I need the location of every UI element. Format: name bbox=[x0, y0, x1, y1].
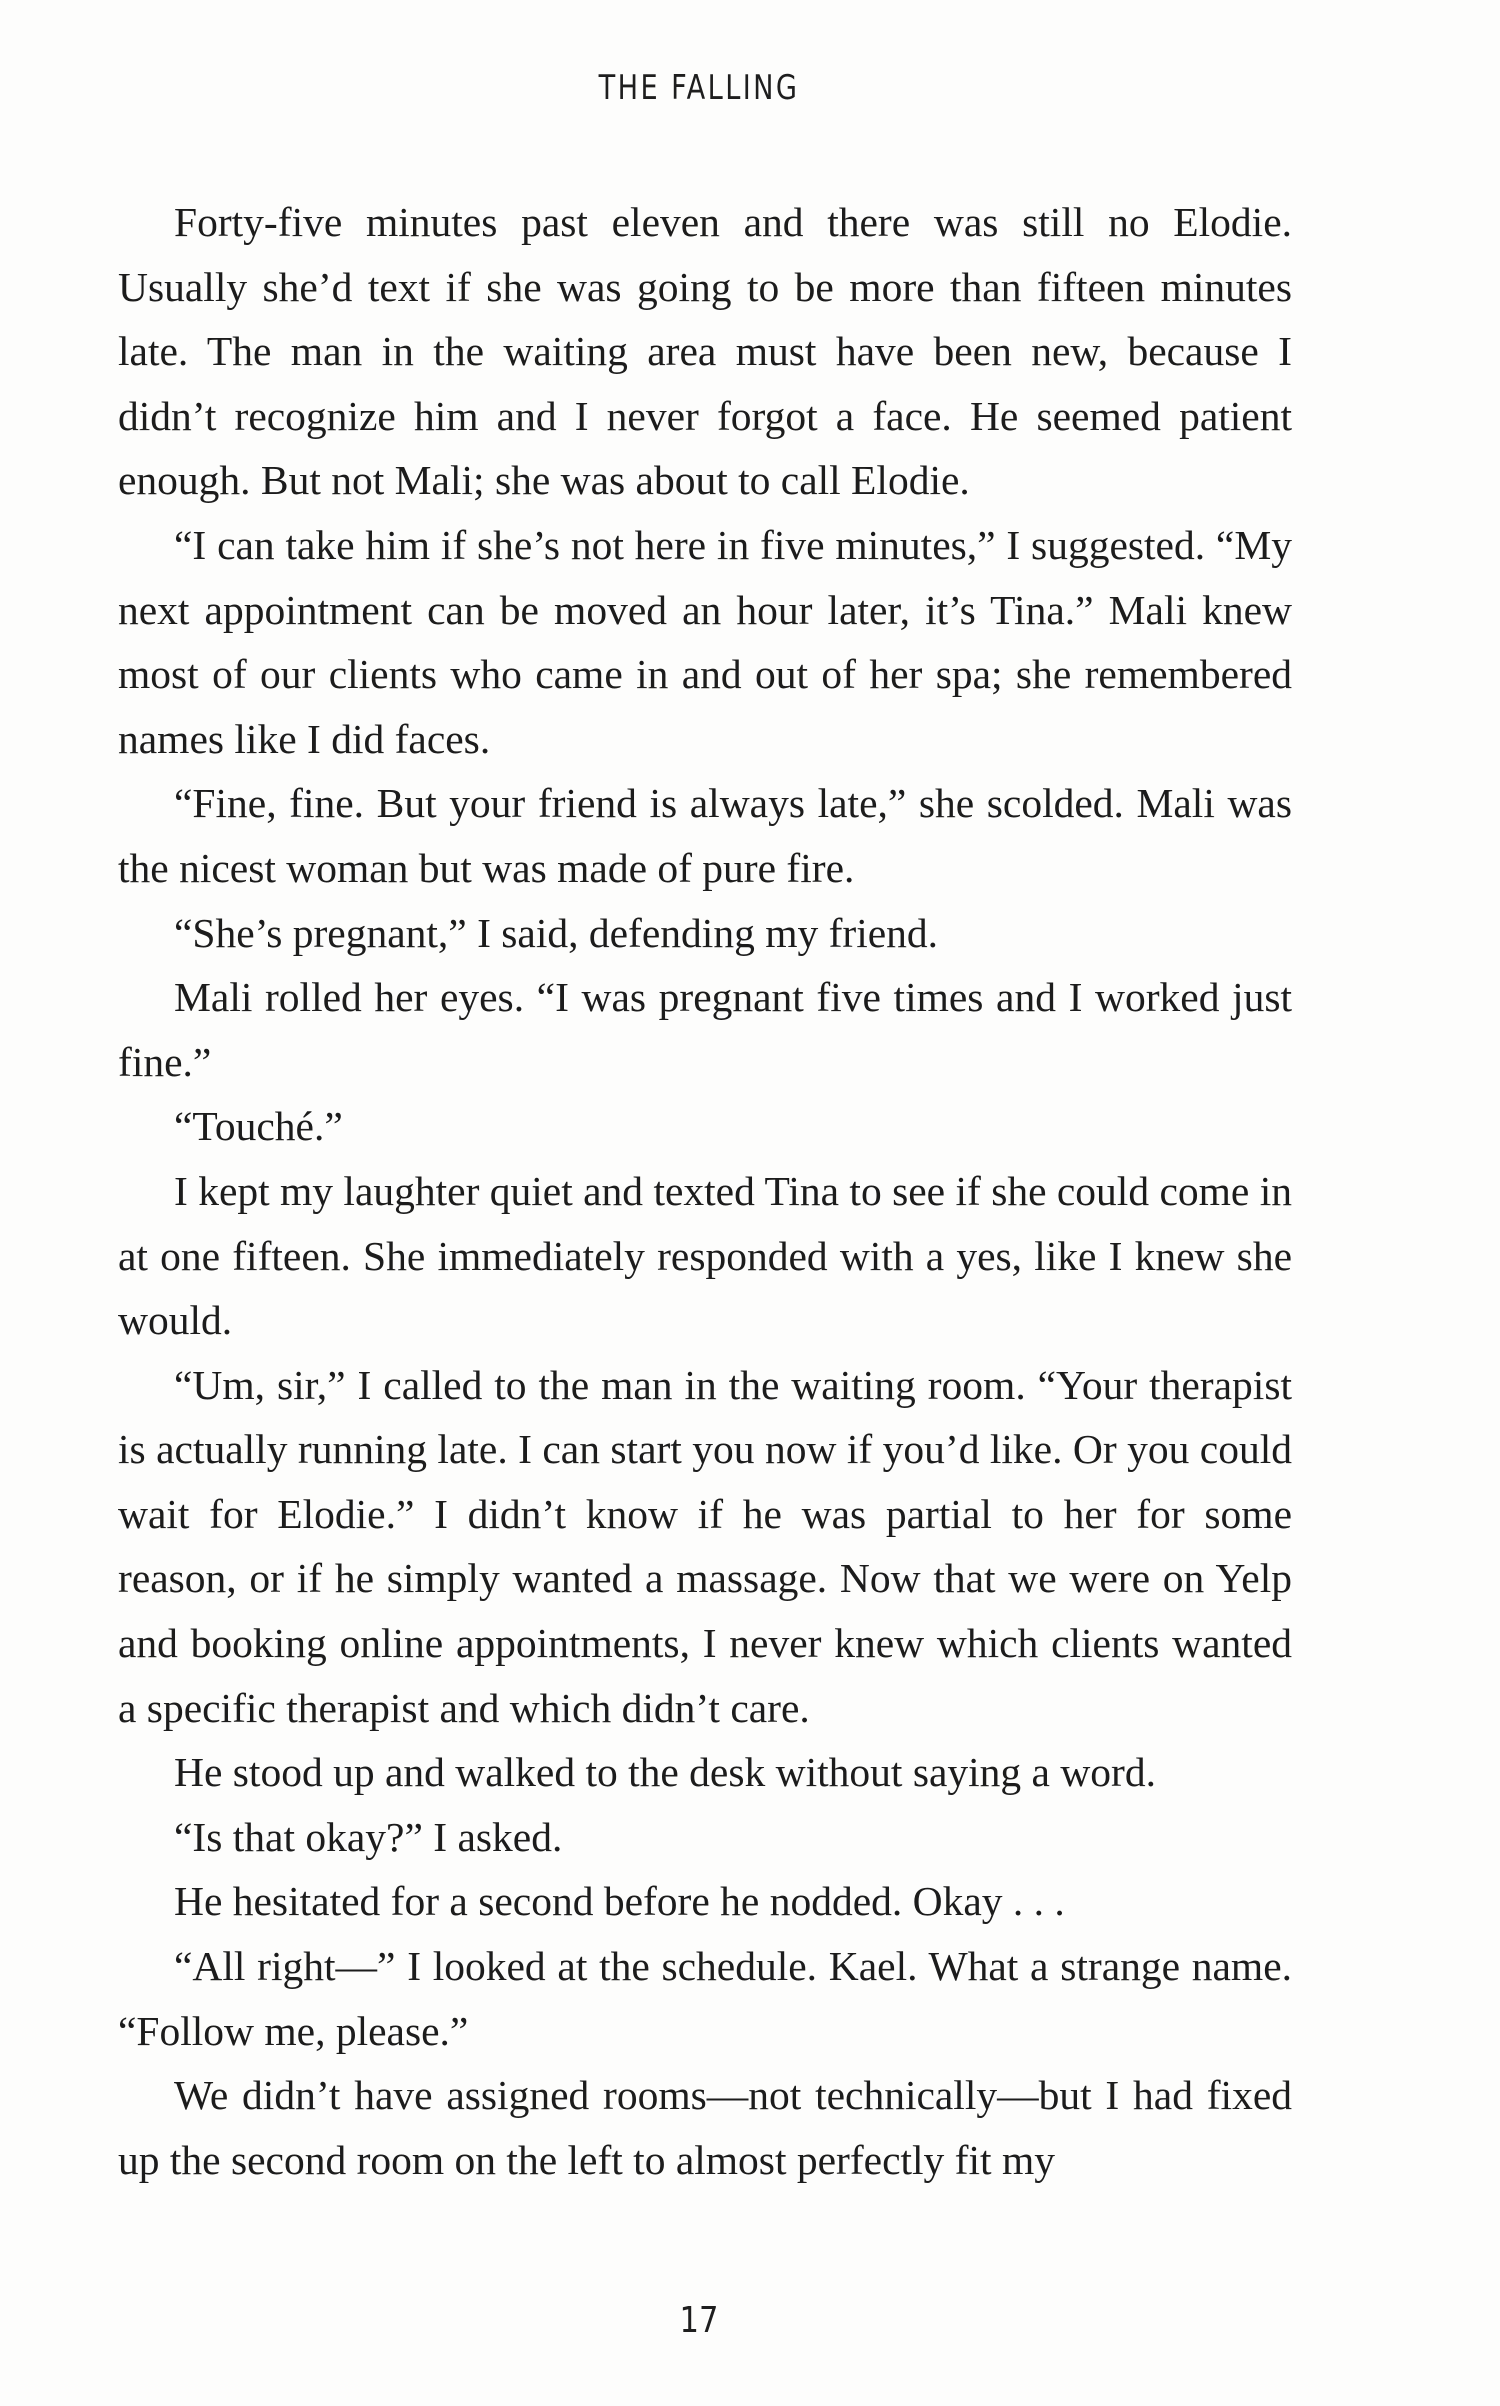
paragraph: We didn’t have assigned rooms—not technically—but I had fixed up the second room on the left to almost perfectly fit my bbox=[118, 2072, 1292, 2183]
paragraph: “I can take him if she’s not here in five minutes,” I suggested. “My next appointment can be moved an hour later, it’s Tina.” Mali knew most of our clients who came in and out of her spa; she remembered names like I did faces. bbox=[118, 521, 1292, 762]
paragraph: Forty-five minutes past eleven and there was still no Elodie. Usually she’d text if she was going to be more than fifteen minutes late. The man in the waiting area must have been new, because I didn’t recognize him and I never forgot a face. He seemed patient enough. But not Mali; she was about to call Elodie. bbox=[118, 199, 1292, 504]
paragraph: “Is that okay?” I asked. bbox=[174, 1813, 563, 1860]
paragraph: I kept my laughter quiet and texted Tina to see if she could come in at one fifteen. She immediately responded with a yes, like I knew she would. bbox=[118, 1167, 1292, 1344]
paragraph: He stood up and walked to the desk without saying a word. bbox=[174, 1749, 1156, 1796]
page-number: 17 bbox=[679, 2300, 719, 2341]
paragraph: “Um, sir,” I called to the man in the waiting room. “Your therapist is actually running late. I can start you now if you’d like. Or you could wait for Elodie.” I didn’t know if he was partial to her for some reason, or if he simply wanted a massage. Now that we were on Yelp and booking online appointments, I never knew which clients wanted a specific therapist and which didn’t care. bbox=[118, 1361, 1292, 1731]
paragraph: He hesitated for a second before he nodded. Okay . . . bbox=[174, 1878, 1065, 1925]
paragraph: “All right—” I looked at the schedule. Kael. What a strange name. “Follow me, please.” bbox=[118, 1943, 1292, 2054]
running-head: THE FALLING bbox=[598, 68, 800, 108]
paragraph: Mali rolled her eyes. “I was pregnant five times and I worked just fine.” bbox=[118, 974, 1292, 1085]
body-text bbox=[118, 190, 1292, 2192]
paragraph: “Fine, fine. But your friend is always late,” she scolded. Mali was the nicest woman but was made of pure fire. bbox=[118, 780, 1292, 891]
paragraph: “Touché.” bbox=[174, 1103, 343, 1150]
paragraph: “She’s pregnant,” I said, defending my friend. bbox=[174, 909, 939, 956]
